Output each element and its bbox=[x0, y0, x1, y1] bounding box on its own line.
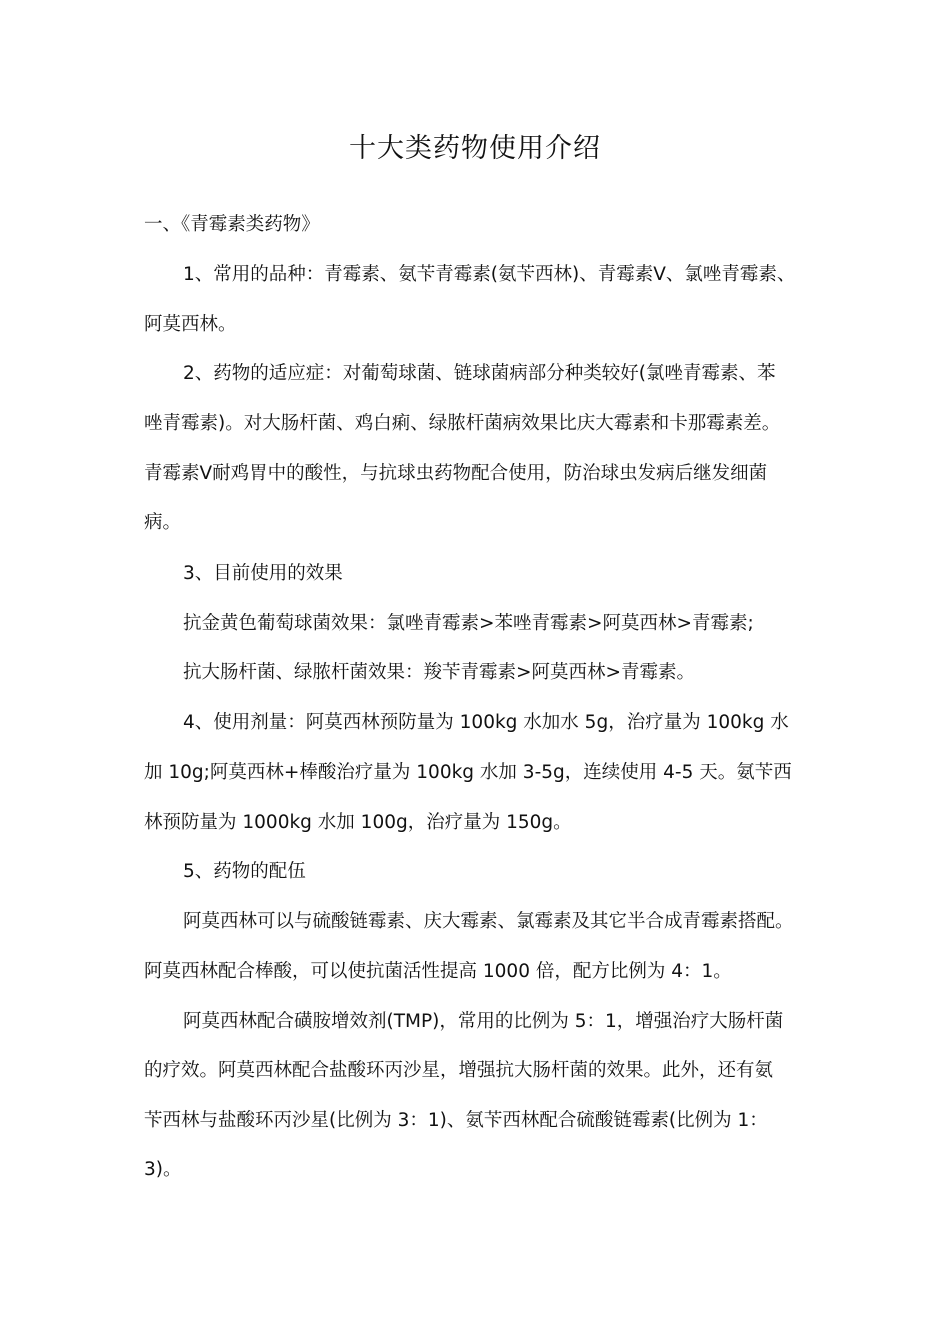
paragraph-3-line-1: 抗金黄色葡萄球菌效果：氯唑青霉素>苯唑青霉素>阿莫西林>青霉素; bbox=[183, 613, 754, 634]
paragraph-5-line-2: 阿莫西林配合棒酸，可以使抗菌活性提高 1000 倍，配方比例为 4：1。 bbox=[144, 961, 732, 982]
section-heading: 一、《青霉素类药物》 bbox=[144, 214, 320, 235]
paragraph-2-line-1: 2、药物的适应症：对葡萄球菌、链球菌病部分种类较好(氯唑青霉素、苯 bbox=[183, 363, 776, 384]
paragraph-2-line-3: 青霉素Ⅴ耐鸡胃中的酸性，与抗球虫药物配合使用，防治球虫发病后继发细菌 bbox=[144, 463, 768, 484]
paragraph-5-line-1: 阿莫西林可以与硫酸链霉素、庆大霉素、氯霉素及其它半合成青霉素搭配。 bbox=[183, 911, 794, 932]
paragraph-2-line-2: 唑青霉素)。对大肠杆菌、鸡白痢、绿脓杆菌病效果比庆大霉素和卡那霉素差。 bbox=[144, 413, 781, 434]
paragraph-5-line-3: 阿莫西林配合磺胺增效剂(TMP)，常用的比例为 5：1，增强治疗大肠杆菌 bbox=[183, 1011, 784, 1032]
paragraph-5-line-6: 3)。 bbox=[144, 1159, 182, 1180]
paragraph-2-line-4: 病。 bbox=[144, 512, 182, 533]
paragraph-3-line-2: 抗大肠杆菌、绿脓杆菌效果：羧苄青霉素>阿莫西林>青霉素。 bbox=[183, 662, 696, 683]
paragraph-1-line-2: 阿莫西林。 bbox=[144, 314, 237, 335]
paragraph-4-line-2: 加 10g;阿莫西林+棒酸治疗量为 100kg 水加 3-5g，连续使用 4-5 天。氨苄西 bbox=[144, 762, 792, 783]
paragraph-5-line-5: 苄西林与盐酸环丙沙星(比例为 3：1)、氨苄西林配合硫酸链霉素(比例为 1： bbox=[144, 1110, 768, 1131]
paragraph-4-line-1: 4、使用剂量：阿莫西林预防量为 100kg 水加水 5g，治疗量为 100kg 水 bbox=[183, 712, 789, 733]
paragraph-4-line-3: 林预防量为 1000kg 水加 100g，治疗量为 150g。 bbox=[144, 812, 572, 833]
paragraph-5-line-4: 的疗效。阿莫西林配合盐酸环丙沙星，增强抗大肠杆菌的效果。此外，还有氨 bbox=[144, 1060, 774, 1081]
page-title: 十大类药物使用介绍 bbox=[349, 133, 601, 164]
paragraph-5-heading: 5、药物的配伍 bbox=[183, 861, 306, 882]
paragraph-1-line-1: 1、常用的品种：青霉素、氨苄青霉素(氨苄西林)、青霉素Ⅴ、氯唑青霉素、 bbox=[183, 264, 796, 285]
paragraph-3-heading: 3、目前使用的效果 bbox=[183, 563, 343, 584]
